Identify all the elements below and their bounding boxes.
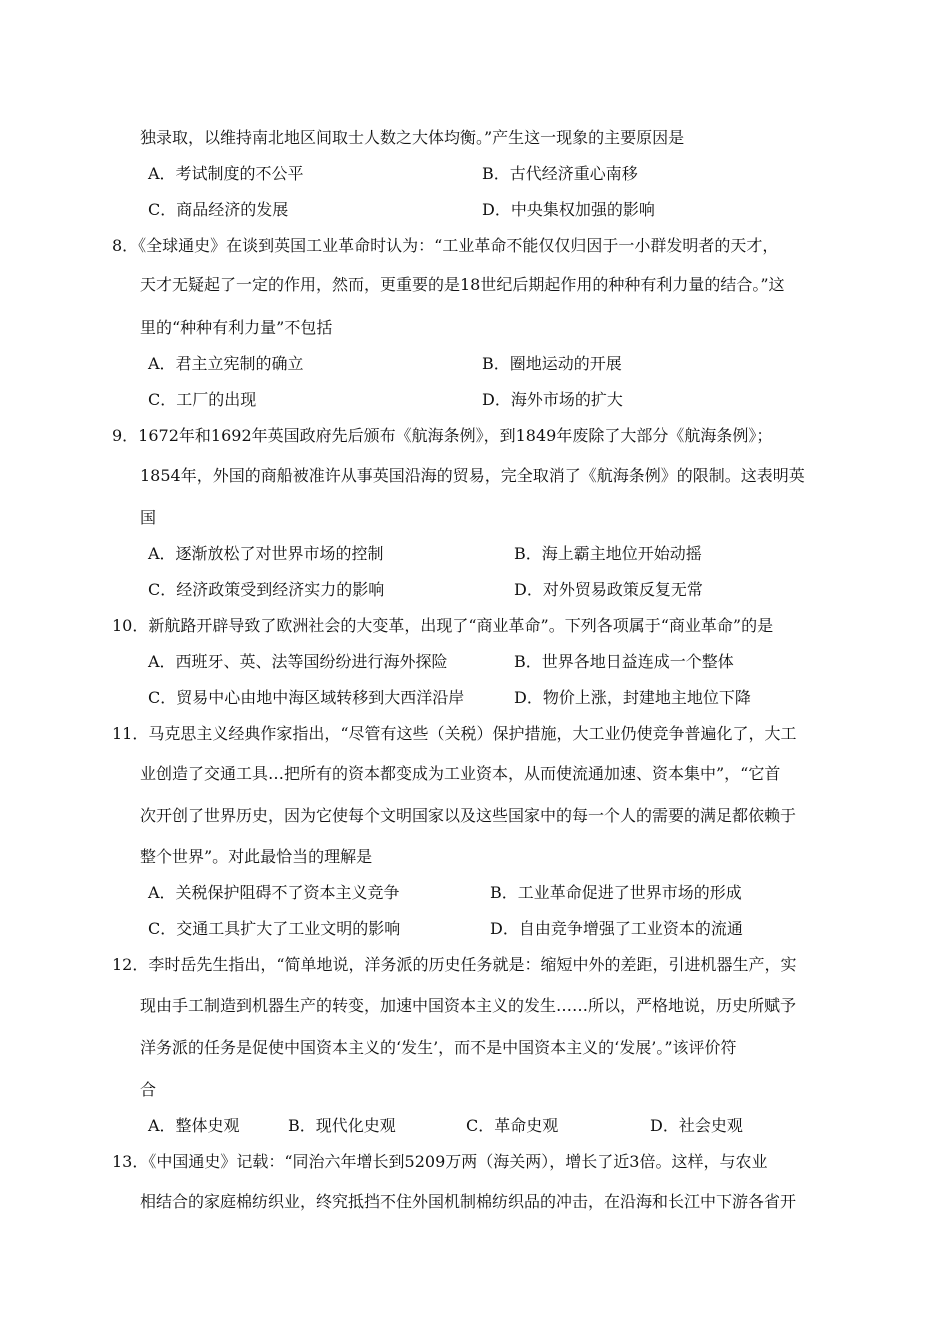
q7-option-a: A．考试制度的不公平 (148, 164, 304, 183)
q9-stem-line: 9．1672年和1692年英国政府先后颁布《航海条例》，到1849年废除了大部分《航海条例》； (112, 426, 773, 445)
q11-option-c: C．交通工具扩大了工业文明的影响 (148, 919, 401, 938)
q9-option-c: C．经济政策受到经济实力的影响 (148, 580, 385, 599)
q7-text-line: 独录取，以维持南北地区间取士人数之大体均衡。”产生这一现象的主要原因是 (140, 128, 685, 147)
q7-option-c: C．商品经济的发展 (148, 200, 289, 219)
q8-stem-line: 天才无疑起了一定的作用，然而，更重要的是18世纪后期起作用的种种有利力量的结合。”这 (140, 275, 785, 294)
q9-option-d: D．对外贸易政策反复无常 (514, 580, 703, 599)
q7-option-d: D．中央集权加强的影响 (482, 200, 655, 219)
q8-option-c: C．工厂的出现 (148, 390, 257, 409)
q11-stem-line: 业创造了交通工具…把所有的资本都变成为工业资本，从而使流通加速、资本集中”，“它首 (140, 764, 781, 783)
q11-stem-line: 整个世界”。对此最恰当的理解是 (140, 847, 373, 866)
q13-stem-line: 13．《中国通史》记载：“同治六年增长到5209万两（海关两），增长了近3倍。这样，与农业 (112, 1152, 768, 1171)
q11-stem-line: 11．马克思主义经典作家指出，“尽管有这些（关税）保护措施，大工业仍使竞争普遍化了，大工 (112, 724, 797, 743)
q12-stem-line: 洋务派的任务是促使中国资本主义的‘发生’，而不是中国资本主义的‘发展’。”该评价符 (140, 1038, 737, 1057)
q11-option-a: A．关税保护阻碍不了资本主义竞争 (148, 883, 400, 902)
q13-stem-line: 相结合的家庭棉纺织业，终究抵挡不住外国机制棉纺织品的冲击，在沿海和长江中下游各省开 (140, 1192, 797, 1211)
q8-option-b: B．圈地运动的开展 (482, 354, 622, 373)
q10-stem-line: 10．新航路开辟导致了欧洲社会的大变革，出现了“商业革命”。下列各项属于“商业革命”的是 (112, 616, 774, 635)
q10-option-a: A．西班牙、英、法等国纷纷进行海外探险 (148, 652, 448, 671)
q12-stem-line: 12．李时岳先生指出，“简单地说，洋务派的历史任务就是：缩短中外的差距，引进机器生产，实 (112, 955, 797, 974)
q12-option-c: C．革命史观 (466, 1116, 559, 1135)
q12-option-b: B．现代化史观 (288, 1116, 396, 1135)
q12-option-d: D．社会史观 (650, 1116, 743, 1135)
q9-option-a: A．逐渐放松了对世界市场的控制 (148, 544, 384, 563)
q10-option-b: B．世界各地日益连成一个整体 (514, 652, 734, 671)
q8-stem-line: 8．《全球通史》在谈到英国工业革命时认为：“工业革命不能仅仅归因于一小群发明者的天才， (112, 236, 779, 255)
q8-option-d: D．海外市场的扩大 (482, 390, 623, 409)
q7-option-b: B．古代经济重心南移 (482, 164, 638, 183)
q12-option-a: A．整体史观 (148, 1116, 240, 1135)
q9-option-b: B．海上霸主地位开始动摇 (514, 544, 702, 563)
q12-stem-line: 合 (140, 1080, 157, 1099)
q11-option-b: B．工业革命促进了世界市场的形成 (490, 883, 742, 902)
q10-option-d: D．物价上涨，封建地主地位下降 (514, 688, 751, 707)
q11-option-d: D．自由竞争增强了工业资本的流通 (490, 919, 743, 938)
q8-stem-line: 里的“种种有利力量”不包括 (140, 318, 333, 337)
q9-stem-line: 国 (140, 508, 157, 527)
q8-option-a: A．君主立宪制的确立 (148, 354, 304, 373)
q11-stem-line: 次开创了世界历史，因为它使每个文明国家以及这些国家中的每一个人的需要的满足都依赖于 (140, 806, 797, 825)
q10-option-c: C．贸易中心由地中海区域转移到大西洋沿岸 (148, 688, 465, 707)
q9-stem-line: 1854年，外国的商船被准许从事英国沿海的贸易，完全取消了《航海条例》的限制。这表明英 (140, 466, 805, 485)
q12-stem-line: 现由手工制造到机器生产的转变，加速中国资本主义的发生……所以，严格地说，历史所赋予 (140, 996, 797, 1015)
